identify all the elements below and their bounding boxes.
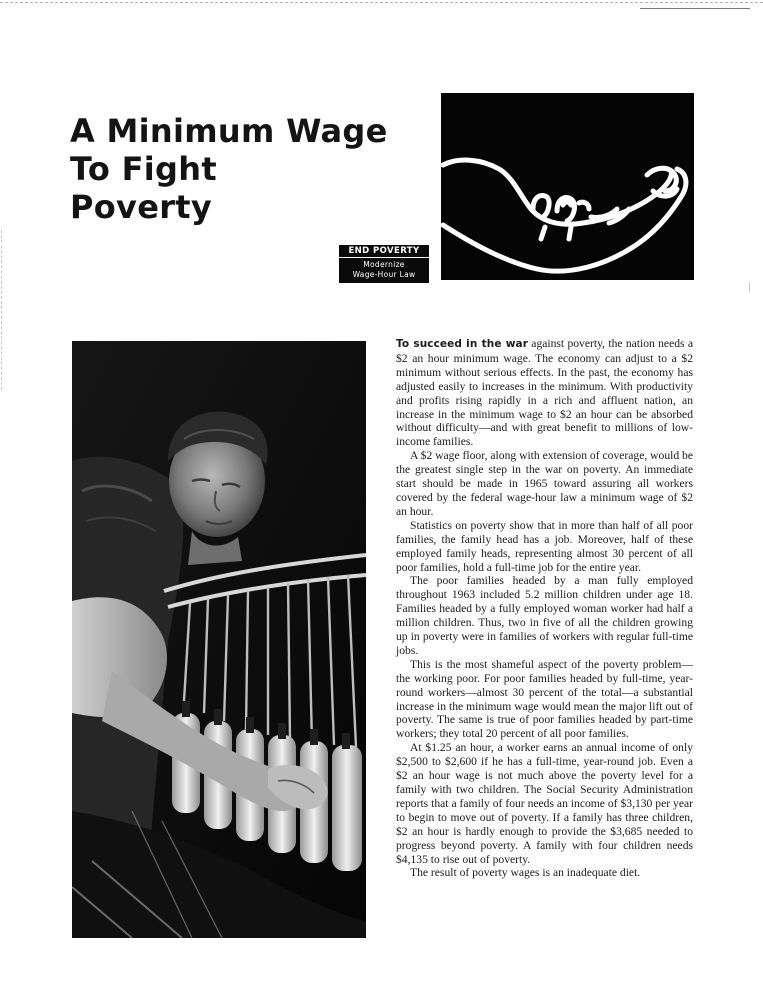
title-line-1: A Minimum Wage (70, 112, 388, 150)
title-line-2: To Fight (70, 150, 217, 188)
article-paragraph-1-text: against poverty, the nation needs a $2 an hour minimum wage. The economy can adjust to a $2 minimum without serious effects. In the past, the economy has adjusted easily to increases in the minimum. With productivity and profits rising rapidly in a rich and affluent nation, an increase in the minimum wage to $2 an hour can be absorbed without difficulty—and with great benefit to millions of low-income families. (396, 337, 693, 449)
page-title (70, 112, 440, 226)
header-rule (640, 8, 750, 9)
scan-edge-dashes (0, 2, 763, 3)
scan-margin-tick (749, 282, 750, 292)
badge-subtitle-line-1: Modernize (363, 260, 405, 269)
article-body (396, 337, 693, 880)
textile-worker-photo (72, 341, 366, 938)
article-paragraph-5: This is the most shameful aspect of the poverty problem—the working poor. For poor families headed by full-time, year-round workers—almost 30 percent of the total—a substantial increase in the minimum wage would mean the major lift out of poverty. The same is true of poor families headed by part-time workers; they total 20 percent of all poor families. (396, 657, 693, 741)
hand-icon (441, 93, 694, 280)
article-paragraph-1 (396, 337, 693, 449)
open-hand-illustration (441, 93, 694, 280)
article-lead-in: To succeed in the war (396, 338, 528, 350)
article-paragraph-4: The poor families headed by a man fully employed throughout 1963 included 5.2 million children under age 18. Families headed by a fully employed woman worker had half a million children. Thus, two in five of all the children growing up in poverty were in families of workers with regular full-time jobs. (396, 574, 693, 657)
badge-heading: END POVERTY (339, 245, 429, 258)
article-paragraph-7: The result of poverty wages is an inadequate diet. (410, 866, 641, 880)
badge-subtitle (339, 258, 429, 283)
article-paragraph-6: At $1.25 an hour, a worker earns an annual income of only $2,500 to $2,600 if he has a full-time, year-round job. Even a $2 an hour wage is not much above the poverty level for a family with two children. The Social Security Administration reports that a family of four needs an income of $3,130 per year to begin to move out of poverty. If a family has three children, $2 an hour is hardly enough to provide the $3,685 needed to progress beyond poverty. A family with four children needs $4,135 to rise out of poverty. (396, 741, 693, 866)
badge-subtitle-line-2: Wage-Hour Law (352, 270, 416, 279)
end-poverty-badge (339, 245, 429, 283)
photo-image (72, 341, 366, 938)
article-paragraph-2: A $2 wage floor, along with extension of coverage, would be the greatest single step in the war on poverty. An immediate start should be made in 1965 toward assuring all workers covered by the federal wage-hour law a minimum wage of $2 an hour. (396, 449, 693, 518)
article-paragraph-3: Statistics on poverty show that in more than half of all poor families, the family head has a job. Moreover, half of these employed family heads, representing almost 30 percent of all poor families, hold a full-time job for the entire year. (396, 518, 693, 574)
title-line-3: Poverty (70, 188, 213, 226)
scan-margin-mark (1, 230, 2, 390)
